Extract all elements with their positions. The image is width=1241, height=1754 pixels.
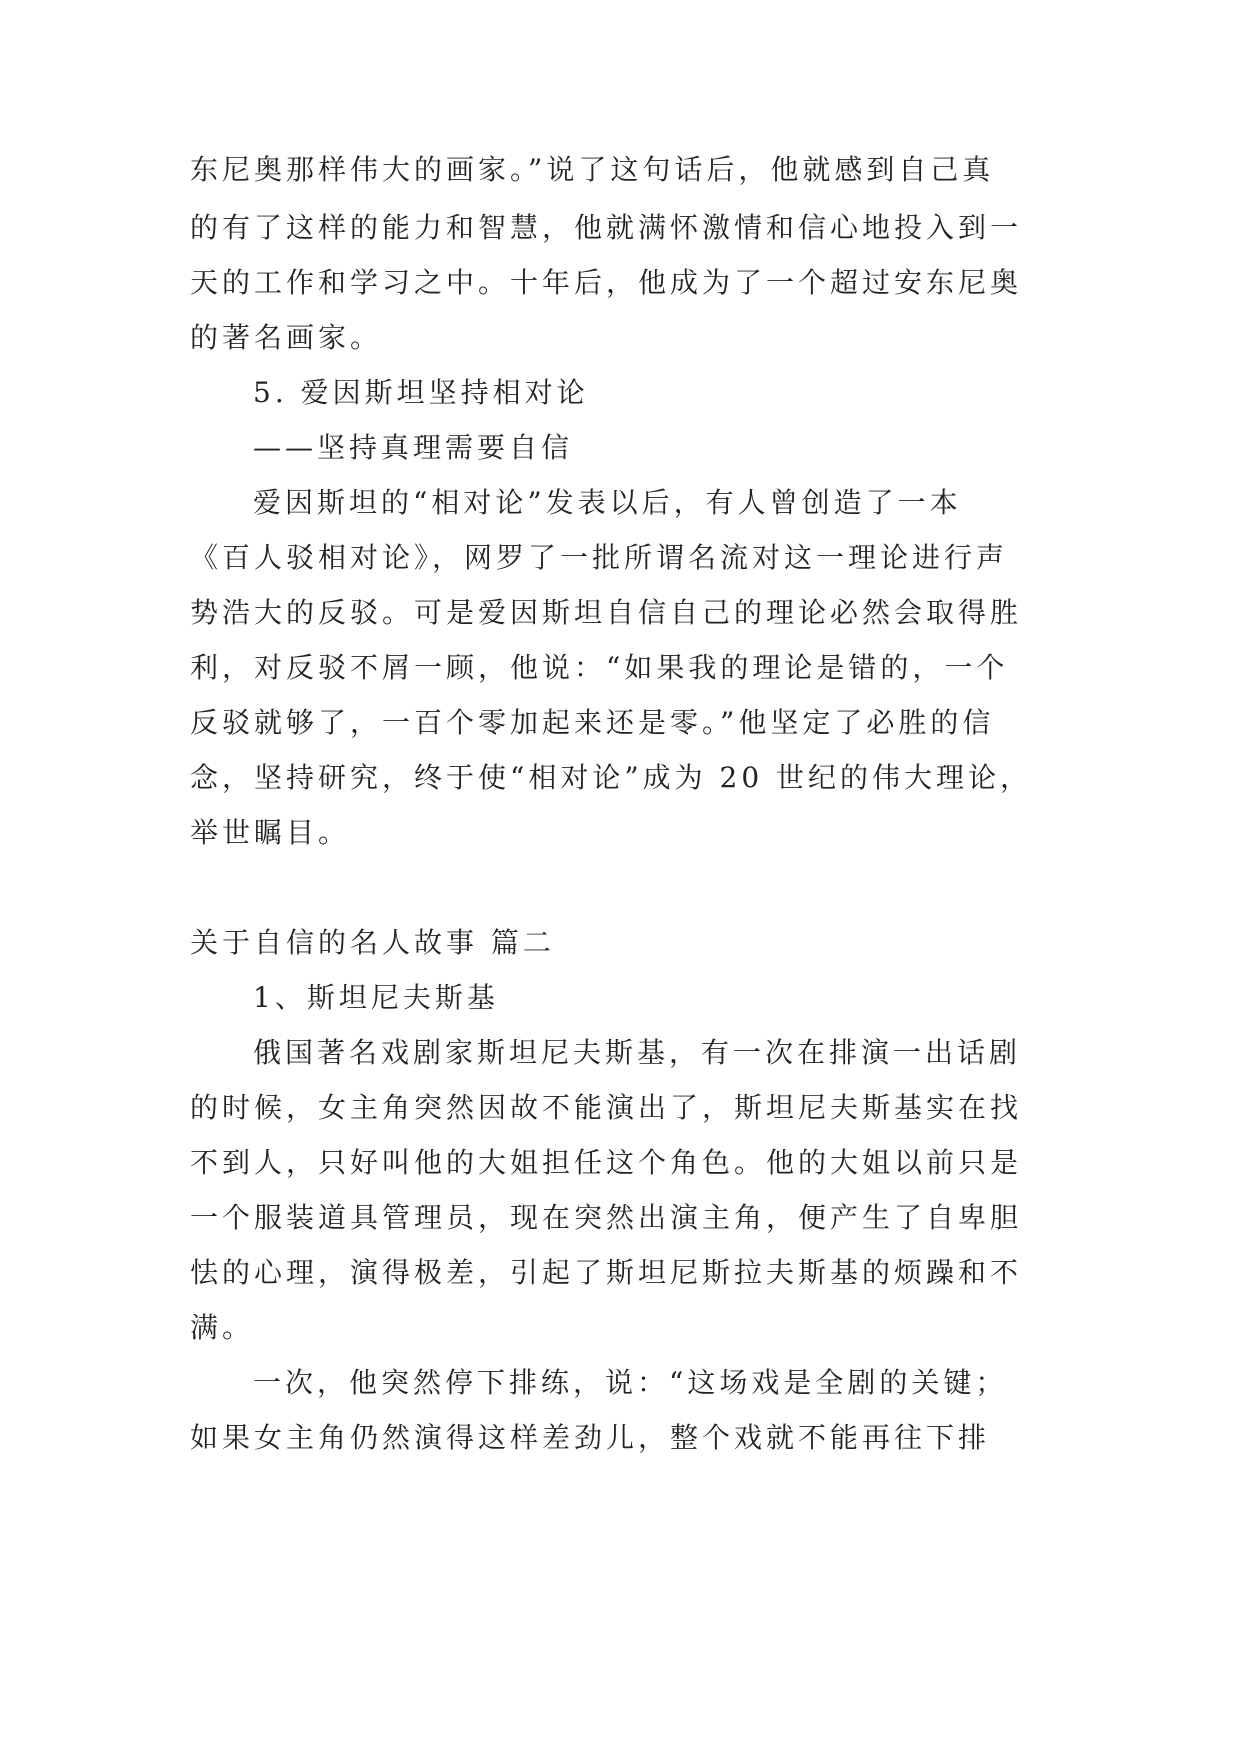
text-line: 爱因斯坦的“相对论”发表以后，有人曾创造了一本 (253, 486, 962, 519)
text-line: 举世瞩目。 (190, 816, 351, 849)
text-line: 满。 (190, 1311, 255, 1344)
text-line: 《百人驳相对论》，网罗了一批所谓名流对这一理论进行声 (190, 541, 1009, 574)
text-line: 念，坚持研究，终于使“相对论”成为 20 世纪的伟大理论， (190, 761, 1033, 794)
text-line: 一个服装道具管理员，现在突然出演主角，便产生了自卑胆 (190, 1201, 1023, 1234)
section-subheading: ——坚持真理需要自信 (253, 431, 574, 464)
text-line: 如果女主角仍然演得这样差劲儿，整个戏就不能再往下排 (190, 1421, 991, 1454)
text-line: 俄国著名戏剧家斯坦尼夫斯基，有一次在排演一出话剧 (253, 1036, 1022, 1069)
section-title: 关于自信的名人故事 篇二 (190, 926, 555, 959)
section-heading: 5. 爱因斯坦坚持相对论 (253, 376, 589, 409)
text-line: 怯的心理，演得极差，引起了斯坦尼斯拉夫斯基的烦躁和不 (190, 1256, 1023, 1289)
text-line: 反驳就够了，一百个零加起来还是零。”他坚定了必胜的信 (190, 706, 995, 739)
text-line: 的时候，女主角突然因故不能演出了，斯坦尼夫斯基实在找 (190, 1091, 1023, 1124)
section-heading: 1、斯坦尼夫斯基 (253, 981, 499, 1014)
text-line: 天的工作和学习之中。十年后，他成为了一个超过安东尼奥 (190, 266, 1023, 299)
text-line: 势浩大的反驳。可是爱因斯坦自信自己的理论必然会取得胜 (190, 596, 1023, 629)
text-line: 不到人，只好叫他的大姐担任这个角色。他的大姐以前只是 (190, 1146, 1023, 1179)
text-line: 的有了这样的能力和智慧，他就满怀激情和信心地投入到一 (190, 211, 1023, 244)
text-line: 利，对反驳不屑一顾，他说：“如果我的理论是错的，一个 (190, 651, 1009, 684)
text-line: 的著名画家。 (190, 321, 383, 354)
text-line: 东尼奥那样伟大的画家。”说了这句话后，他就感到自己真 (190, 153, 995, 186)
text-line: 一次，他突然停下排练，说：“这场戏是全剧的关键； (253, 1366, 1008, 1399)
